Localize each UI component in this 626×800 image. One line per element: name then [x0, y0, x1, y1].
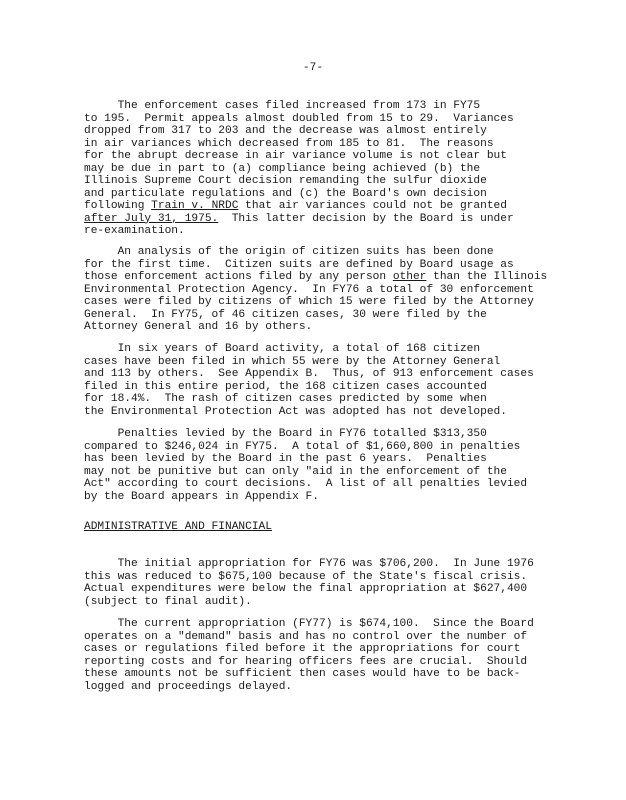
underlined-date: after July 31, 1975.: [84, 212, 219, 225]
paragraph-penalties: [84, 428, 604, 503]
text-line: filed in this entire period, the 168 citizen cases accounted: [84, 380, 487, 393]
paragraph-six-years: [84, 343, 604, 418]
paragraph-citizen-suits: [84, 246, 604, 334]
text-line: for the abrupt decrease in air variance volume is not clear but: [84, 150, 507, 162]
text-line: (subject to final audit).: [84, 595, 252, 608]
text-segment: This latter decision by the Board is under: [218, 212, 514, 225]
text-line: logged and proceedings delayed.: [84, 680, 293, 693]
text-line: dropped from 317 to 203 and the decrease was almost entirely: [84, 125, 487, 137]
text-line: and 113 by others. See Appendix B. Thus, of 913 enforcement cases: [84, 368, 534, 380]
text-line: Attorney General and 16 by others.: [84, 321, 313, 333]
text-line: this was reduced to $675,100 because of the State's fiscal crisis.: [84, 570, 528, 583]
text-line: cases were filed by citizens of which 15 were filed by the Attorney: [84, 296, 534, 308]
text-line: may be due in part to (a) compliance being achieved (b) the: [84, 162, 481, 175]
case-citation: Train v. NRDC: [151, 200, 239, 212]
text-line: the Environmental Protection Act was adopted has not developed.: [84, 405, 507, 418]
section-heading: ADMINISTRATIVE AND FINANCIAL: [84, 521, 272, 533]
text-line: in air variances which decreased from 185 to 81. The reasons: [84, 137, 494, 150]
paragraph-current-appropriation: [84, 618, 604, 693]
text-line: An analysis of the origin of citizen suits has been done: [84, 246, 494, 258]
text-line: The initial appropriation for FY76 was $706,200. In June 1976: [84, 558, 534, 570]
text-line: Actual expenditures were below the final appropriation at $627,400: [84, 583, 528, 595]
text-line: compared to $246,024 in FY75. A total of $1,660,800 in penalties: [84, 440, 521, 453]
text-line: The current appropriation (FY77) is $674,100. Since the Board: [84, 618, 534, 630]
text-line: by the Board appears in Appendix F.: [84, 490, 319, 503]
text-line: may not be punitive but can only "aid in the enforcement of the: [84, 465, 507, 478]
text-line: Environmental Protection Agency. In FY76 a total of 30 enforcement: [84, 283, 534, 296]
text-line: Act" according to court decisions. A list of all penalties levied: [84, 478, 528, 490]
paragraph-enforcement-cases: [84, 100, 604, 238]
text-line: [84, 200, 604, 213]
text-line: re-examination.: [84, 225, 185, 237]
text-line: [84, 271, 604, 284]
page-number: -7-: [302, 62, 324, 74]
text-line: Penalties levied by the Board in FY76 totalled $313,350: [84, 428, 487, 440]
text-line: and particulate regulations and (c) the Board's own decision: [84, 187, 487, 200]
text-line: The enforcement cases filed increased from 173 in FY75: [84, 100, 481, 112]
emphasis-other: other: [392, 271, 427, 283]
text-segment: following: [84, 200, 152, 212]
text-line: for 18.4%. The rash of citizen cases predicted by some when: [84, 393, 487, 405]
text-segment: than the Illinois: [426, 271, 548, 283]
text-line: cases have been filed in which 55 were by the Attorney General: [84, 355, 501, 368]
paragraph-initial-appropriation: [84, 558, 604, 608]
text-line: for the first time. Citizen suits are defined by Board usage as: [84, 258, 514, 271]
text-segment: those enforcement actions filed by any person: [84, 271, 393, 283]
text-line: [84, 213, 604, 226]
text-line: In six years of Board activity, a total of 168 citizen: [84, 343, 481, 355]
text-line: General. In FY75, of 46 citizen cases, 30 were filed by the: [84, 308, 487, 321]
text-line: has been levied by the Board in the past 6 years. Penalties: [84, 453, 487, 465]
text-line: Illinois Supreme Court decision remanding the sulfur dioxide: [84, 175, 487, 187]
text-line: operates on a "demand" basis and has no control over the number of: [84, 630, 528, 643]
text-line: cases or regulations filed before it the appropriations for court: [84, 643, 521, 655]
text-line: reporting costs and for hearing officers fees are crucial. Should: [84, 655, 528, 668]
text-segment: that air variances could not be granted: [238, 200, 507, 212]
text-line: to 195. Permit appeals almost doubled from 15 to 29. Variances: [84, 112, 514, 125]
text-line: these amounts not be sufficient then cases would have to be back-: [84, 668, 521, 680]
